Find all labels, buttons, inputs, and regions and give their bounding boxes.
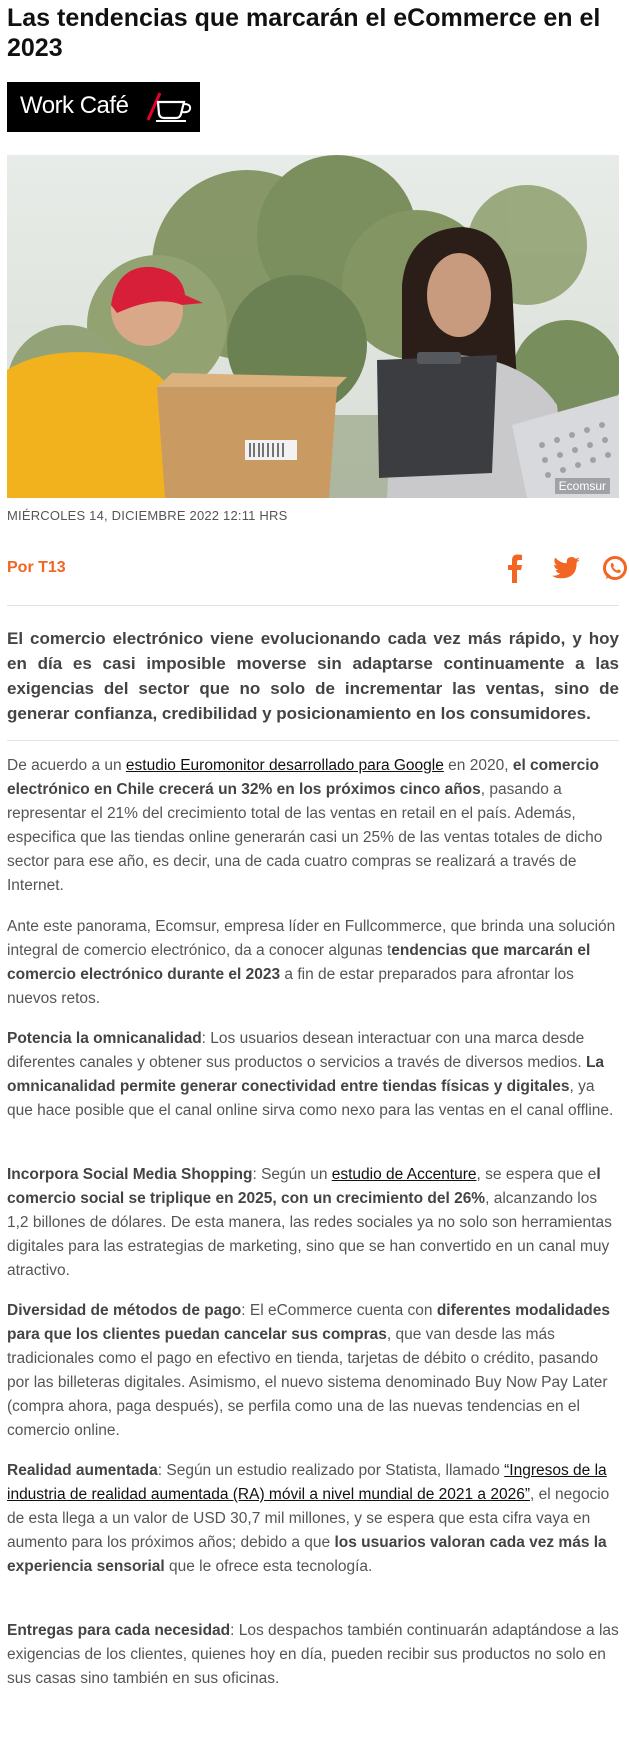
article-title: Las tendencias que marcarán el eCommerce en el 2023 — [7, 4, 601, 62]
paragraph-social-shopping: Incorpora Social Media Shopping: Según un estudio de Accenture, se espera que el comercio social se triplique en 2025, con un crecimiento del 26%, alcanzando los 1,2 billones de dólares. De esta manera, las redes sociales ya no solo son herramientas digitales para las estrategias de marketing, sino que se han convertido en un canal muy atractivo. — [7, 1166, 612, 1279]
publish-date: MIÉRCOLES 14, DICIEMBRE 2022 12:11 HRS — [7, 508, 288, 523]
paragraph-payment-methods: Diversidad de métodos de pago: El eCommerce cuenta con diferentes modalidades para que los clientes puedan cancelar sus compras, que van desde las más tradicionales como el pago en efectivo en tienda, tarjetas de débito o crédito, pasando por las billeteras digitales. Asimismo, el nuevo sistema denominado Buy Now Pay Later (compra ahora, paga después), se perfila como una de las nuevas tendencias en el comercio online. — [7, 1302, 610, 1439]
article-lead: El comercio electrónico viene evolucionando cada vez más rápido, y hoy en día es casi imposible moverse sin adaptarse continuamente a las exigencias del sector que no solo de incrementar las ventas, sino de generar confianza, credibilidad y posicionamiento en los consumidores. — [7, 629, 619, 723]
accenture-study-link[interactable]: estudio de Accenture — [331, 1166, 477, 1183]
hero-image — [7, 155, 619, 498]
paragraph-1: De acuerdo a un estudio Euromonitor desarrollado para Google en 2020, el comercio electrónico en Chile crecerá un 32% en los próximos cinco años, pasando a representar el 21% del crecimiento total de las ventas en retail en el país. Además, especifica que las tiendas online generarán casi un 25% de las ventas totales de dicho sector para ese año, es decir, una de cada cuatro compras se realizará a través de Internet. — [7, 757, 603, 894]
divider — [7, 605, 619, 606]
statista-study-link[interactable]: “Ingresos de la industria de realidad aumentada (RA) móvil a nivel mundial de 2021 a 2026” — [7, 1462, 607, 1503]
work-cafe-logo[interactable] — [7, 82, 200, 132]
paragraph-2: Ante este panorama, Ecomsur, empresa líder en Fullcommerce, que brinda una solución integral de comercio electrónico, da a conocer algunas tendencias que marcarán el comercio electrónico durante el 2023 a fin de estar preparados para afrontar los nuevos retos. — [7, 918, 616, 1007]
share-buttons — [501, 553, 629, 583]
logo-text: Work Café — [20, 92, 129, 119]
paragraph-deliveries: Entregas para cada necesidad: Los despachos también continuarán adaptándose a las exigencias de los clientes, quienes hoy en día, pueden recibir sus productos no solo en sus casas sino también en sus oficinas. — [7, 1622, 619, 1687]
twitter-icon[interactable] — [551, 553, 579, 583]
paragraph-augmented-reality: Realidad aumentada: Según un estudio realizado por Statista, llamado “Ingresos de la industria de realidad aumentada (RA) móvil a nivel mundial de 2021 a 2026”, el negocio de esta llega a un valor de USD 30,7 mil millones, y se espera que esta cifra vaya en aumento para los próximos años; debido a que los usuarios valoran cada vez más la experiencia sensorial que le ofrece esta tecnología. — [7, 1462, 610, 1575]
hero-photo — [7, 155, 619, 498]
article — [7, 3, 629, 1691]
euromonitor-study-link[interactable]: estudio Euromonitor desarrollado para Google — [125, 757, 444, 774]
image-credit: Ecomsur — [555, 478, 610, 494]
paragraph-omnichannel: Potencia la omnicanalidad: Los usuarios desean interactuar con una marca desde diferentes canales y obtener sus productos o servicios a través de diversos medios. La omnicanalidad permite generar conectividad entre tiendas físicas y digitales, ya que hace posible que el canal online sirva como nexo para las ventas en el canal offline. — [7, 1030, 614, 1119]
cup-icon — [144, 90, 194, 124]
divider — [7, 740, 619, 741]
byline — [7, 559, 629, 589]
author-link[interactable]: Por T13 — [7, 559, 66, 576]
whatsapp-icon[interactable] — [601, 553, 629, 583]
facebook-icon[interactable] — [501, 553, 529, 583]
